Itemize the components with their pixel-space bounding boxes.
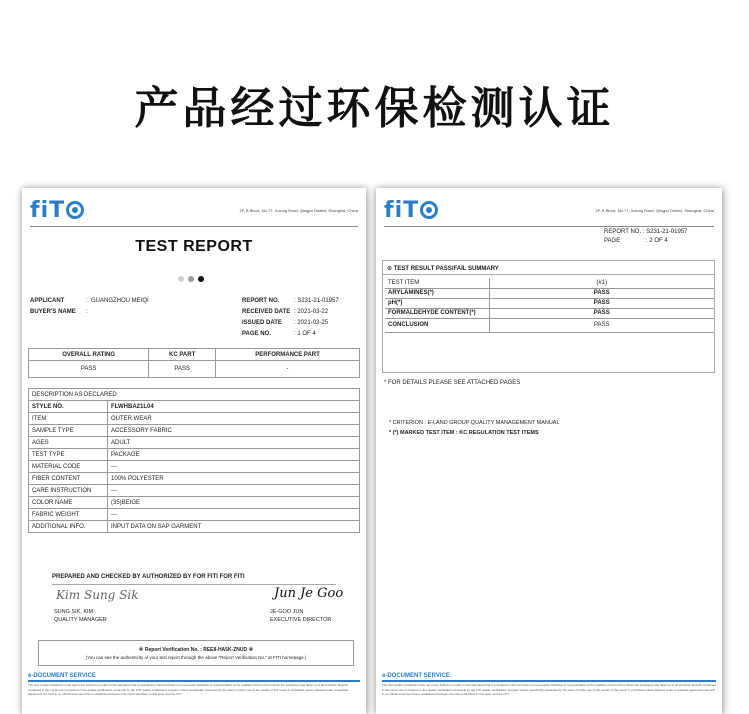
page-value: : 2 OF 4 bbox=[646, 238, 668, 244]
table-row bbox=[29, 401, 360, 413]
summary-value: PASS bbox=[489, 288, 714, 298]
address: 2F, B Block, No.77, Xulong Road, Qingpu District, Shanghai, China bbox=[239, 208, 358, 213]
rating-header: PERFORMANCE PART bbox=[216, 349, 360, 361]
e-document-title: e-DOCUMENT SERVICE bbox=[28, 673, 96, 679]
desc-key: COLOR NAME bbox=[29, 497, 108, 509]
table-row bbox=[29, 521, 360, 533]
signer-2-name: JE-GOO JUN bbox=[270, 609, 304, 615]
summary-notes bbox=[389, 418, 560, 438]
page-no-label: PAGE NO. bbox=[242, 331, 271, 337]
table-row bbox=[29, 449, 360, 461]
table-row bbox=[29, 473, 360, 485]
signer-2-title: EXECUTIVE DIRECTOR bbox=[270, 617, 332, 623]
dot-icon bbox=[178, 276, 184, 282]
verification-box bbox=[38, 640, 354, 666]
test-item-value: (#1) bbox=[489, 278, 714, 288]
summary-value: PASS bbox=[489, 318, 714, 332]
table-row bbox=[29, 461, 360, 473]
desc-value: (35)BEIGE bbox=[108, 497, 360, 509]
desc-value: --- bbox=[108, 485, 360, 497]
report-title: TEST REPORT bbox=[135, 238, 253, 255]
rating-table bbox=[28, 348, 360, 378]
desc-key: AGES bbox=[29, 437, 108, 449]
table-row bbox=[29, 485, 360, 497]
footer-rule bbox=[28, 680, 360, 682]
received-date: 2021-03-22 bbox=[297, 309, 329, 315]
desc-value: --- bbox=[108, 461, 360, 473]
table-row bbox=[29, 413, 360, 425]
rating-value: - bbox=[216, 361, 360, 378]
table-row bbox=[385, 298, 714, 308]
dot-icon bbox=[188, 276, 194, 282]
page-no: 1 OF 4 bbox=[297, 331, 316, 337]
desc-value: ACCESSORY FABRIC bbox=[108, 425, 360, 437]
summary-table bbox=[385, 278, 714, 333]
page2-report-info bbox=[604, 228, 688, 246]
table-row bbox=[29, 509, 360, 521]
report-info: REPORT NO. : S231-21-01957 RECEIVED DATE : 2021-03-22 ISSUED DATE : 2021-03-25 PAGE NO. : 1 OF 4 bbox=[242, 296, 339, 340]
table-row bbox=[385, 278, 714, 288]
desc-key: MATERIAL CODE bbox=[29, 461, 108, 473]
rating-header: KC PART bbox=[149, 349, 216, 361]
fiti-logo: fiT bbox=[384, 198, 438, 223]
desc-value: 100% POLYESTER bbox=[108, 473, 360, 485]
desc-value: PACKAGE bbox=[108, 449, 360, 461]
header-rule bbox=[384, 226, 714, 227]
summary-key: CONCLUSION bbox=[385, 318, 489, 332]
desc-key: SAMPLE TYPE bbox=[29, 425, 108, 437]
e-document-footer bbox=[382, 673, 716, 697]
summary-key: ARYLAMINES(*) bbox=[385, 288, 489, 298]
desc-key: STYLE NO. bbox=[29, 401, 108, 413]
desc-key: ITEM bbox=[29, 413, 108, 425]
table-row bbox=[29, 425, 360, 437]
report-no-label: REPORT NO. bbox=[242, 298, 280, 304]
desc-value: INPUT DATA ON SAP GARMENT bbox=[108, 521, 360, 533]
rating-value: PASS bbox=[29, 361, 149, 378]
note-kc: * (*) MARKED TEST ITEM : KC REGULATION TEST ITEMS bbox=[389, 430, 539, 436]
signature-2: Jun Je Goo bbox=[274, 586, 344, 601]
desc-key: FIBER CONTENT bbox=[29, 473, 108, 485]
page-headline: 产品经过环保检测认证 bbox=[134, 83, 615, 134]
test-report-page-1 bbox=[22, 188, 366, 714]
rating-value: PASS bbox=[149, 361, 216, 378]
issued-label: ISSUED DATE bbox=[242, 320, 282, 326]
summary-key: FORMALDEHYDE CONTENT(*) bbox=[385, 308, 489, 318]
test-report-page-2 bbox=[376, 188, 722, 714]
verification-text: (You can see the authenticity of your test report through the above "Report Verification No." at FITI homepage.) bbox=[85, 655, 307, 660]
table-row bbox=[29, 437, 360, 449]
signer-1-title: QUALITY MANAGER bbox=[54, 617, 107, 623]
address: 2F, B Block, No.77, Xulong Road, Qingpu District, Shanghai, China bbox=[595, 208, 714, 213]
desc-value: --- bbox=[108, 509, 360, 521]
progress-dots bbox=[178, 269, 208, 287]
test-item-label: TEST ITEM bbox=[385, 278, 489, 288]
table-row bbox=[385, 318, 714, 332]
report-no: S231-21-01957 bbox=[297, 298, 339, 304]
e-document-text: The test results contained in this report are limited to results on the sample(s) that is provided by client and are not necessarily indicative or representative of the qualities of the lot from which the sample(s) was taken or of all products. Results contained in this report are not based on the quality certification of sample by the FITI quality certification program unless specifically requested by the client. Further use of the results of this report is prohibited unless allowed under a separate agreement set forth in an official document that is established between the client identified on this letter and the FITI. bbox=[382, 683, 716, 696]
rating-header: OVERALL RATING bbox=[29, 349, 149, 361]
summary-value: PASS bbox=[489, 298, 714, 308]
verification-title: ※ Report Verification No. : REE8-HA5K-ZNUD ※ bbox=[138, 647, 254, 653]
desc-key: CARE INSTRUCTION bbox=[29, 485, 108, 497]
page-label: PAGE bbox=[604, 238, 621, 244]
table-row bbox=[29, 497, 360, 509]
footer-rule bbox=[382, 680, 716, 682]
see-attached-text: * FOR DETAILS PLEASE SEE ATTACHED PAGES bbox=[384, 380, 521, 386]
received-label: RECEIVED DATE bbox=[242, 309, 291, 315]
signature-1: Kim Sung Sik bbox=[56, 588, 139, 602]
desc-key: TEST TYPE bbox=[29, 449, 108, 461]
header-rule bbox=[30, 226, 358, 227]
description-table bbox=[28, 388, 360, 533]
desc-header: DESCRIPTION AS DECLARED bbox=[29, 389, 360, 401]
desc-value: OUTER WEAR bbox=[108, 413, 360, 425]
dot-icon bbox=[198, 276, 204, 282]
e-document-title: e-DOCUMENT SERVICE bbox=[382, 673, 450, 679]
issued-date: 2021-03-25 bbox=[297, 320, 329, 326]
buyer-label: BUYER'S NAME bbox=[30, 309, 76, 315]
desc-value: ADULT bbox=[108, 437, 360, 449]
signer-2 bbox=[270, 608, 331, 624]
report-no-label: REPORT NO. : bbox=[604, 229, 645, 235]
table-row bbox=[385, 288, 714, 298]
applicant-value: GUANGZHOU MEIQI bbox=[91, 298, 149, 304]
summary-title: ⊙ TEST RESULT PASS/FAIL SUMMARY bbox=[383, 261, 714, 275]
note-criterion: * CRITERION : E-LAND GROUP QUALITY MANAGEMENT MANUAL bbox=[389, 420, 560, 426]
desc-value: FLWHBA21L04 bbox=[108, 401, 360, 413]
report-no: S231-21-01957 bbox=[646, 229, 688, 235]
signer-1 bbox=[54, 608, 107, 624]
e-document-text: The test results contained in this report are limited to results on the sample(s) that is provided by client and are not necessarily indicative or representative of the qualities of the lot from which the sample(s) was taken or of all products. Results contained in this report are not based on the quality certification of sample by the FITI quality certification program unless specifically requested by the client. Further use of the results of this report is prohibited unless allowed under a separate agreement set forth in an official document that is established between the client identified on this letter and the FITI. bbox=[28, 683, 349, 696]
summary-key: pH(*) bbox=[385, 298, 489, 308]
applicant-info: APPLICANT : GUANGZHOU MEIQI BUYER'S NAME : bbox=[30, 296, 149, 318]
fiti-logo: fiT bbox=[30, 198, 84, 223]
desc-key: ADDITIONAL INFO. bbox=[29, 521, 108, 533]
applicant-label: APPLICANT bbox=[30, 298, 65, 304]
prepared-by-text: PREPARED AND CHECKED BY AUTHORIZED BY FOR FITI FOR FITI bbox=[52, 574, 245, 580]
e-document-footer bbox=[28, 673, 360, 697]
desc-key: FABRIC WEIGHT bbox=[29, 509, 108, 521]
prepared-rule bbox=[52, 584, 336, 585]
table-row bbox=[385, 308, 714, 318]
signer-1-name: SUNG SIK, KIM bbox=[54, 609, 94, 615]
summary-value: PASS bbox=[489, 308, 714, 318]
